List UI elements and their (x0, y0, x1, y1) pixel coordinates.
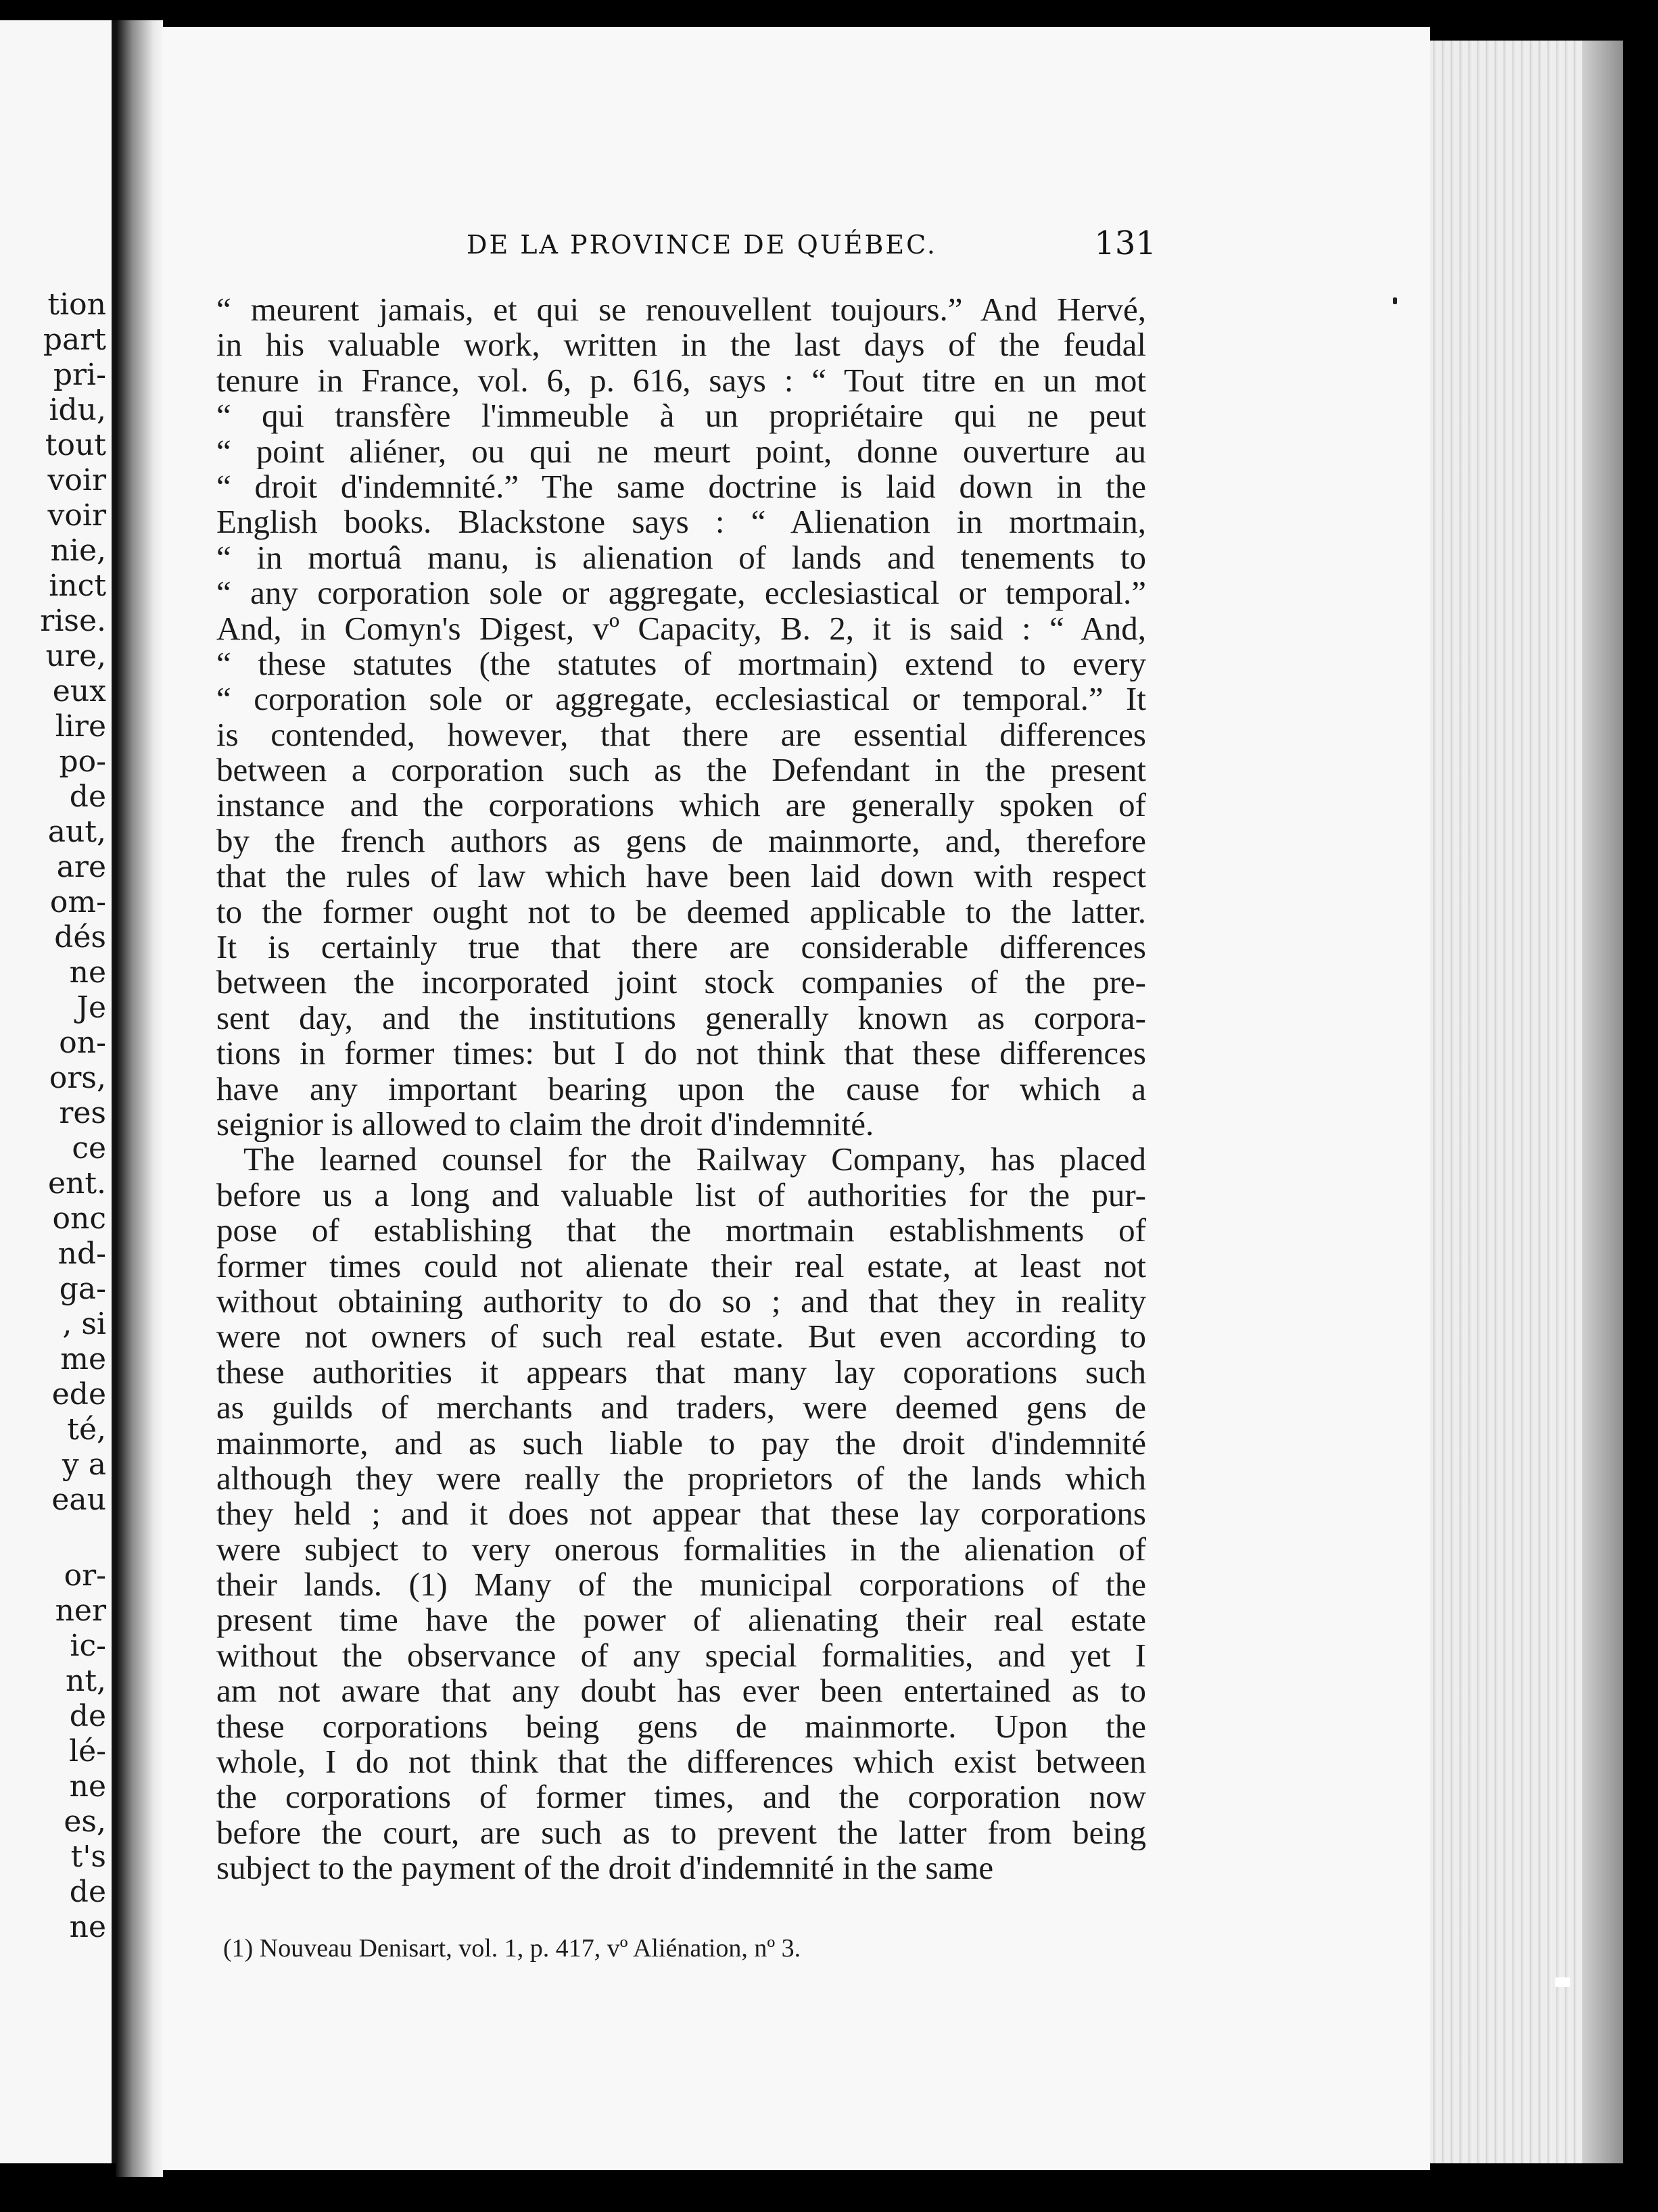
previous-page-line: nd- (57, 1236, 106, 1271)
running-head: DE LA PROVINCE DE QUÉBEC. (467, 230, 937, 260)
page-number: 131 (1094, 224, 1156, 262)
text-line: former times could not alienate their real estate, at least not (216, 1248, 1146, 1284)
text-line: subject to the payment of the droit d'indemnité in the same (216, 1850, 994, 1886)
previous-page-line: are (56, 850, 106, 884)
previous-page-line: or- (64, 1558, 106, 1593)
previous-page-line: es, (64, 1804, 106, 1839)
previous-page-line: pri- (53, 358, 106, 392)
previous-page-line: ure, (45, 639, 106, 673)
previous-page-line: nt, (65, 1664, 106, 1698)
previous-page-line: rise. (40, 604, 106, 638)
previous-page-line: ne (69, 1910, 106, 1944)
previous-page-line (0, 1518, 106, 1558)
text-line: before the court, are such as to prevent the latter from being (216, 1814, 1146, 1851)
previous-page-line: té, (67, 1412, 106, 1447)
previous-page-line: tion (47, 287, 106, 322)
previous-page-line: on- (59, 1026, 106, 1060)
text-line: present time have the power of alienating their real estate (216, 1602, 1146, 1638)
margin-speck (1555, 1977, 1570, 1987)
previous-page-line: part (43, 322, 106, 357)
text-line: English books. Blackstone says : “ Alienation in mortmain, (216, 504, 1146, 540)
previous-page-line: ga- (59, 1272, 106, 1306)
previous-page-line: de (69, 779, 106, 814)
text-line: “ corporation sole or aggregate, ecclesiastical or temporal.” It (216, 681, 1146, 717)
text-line: between the incorporated joint stock companies of the pre- (216, 965, 1146, 1001)
text-line: “ any corporation sole or aggregate, ecclesiastical or temporal.” (216, 575, 1146, 611)
text-line: as guilds of merchants and traders, were deemed gens de (216, 1390, 1146, 1426)
previous-page-line: lé- (69, 1734, 106, 1769)
previous-page-line: t's (70, 1840, 106, 1874)
previous-page-line: de (69, 1699, 106, 1733)
footnote: (1) Nouveau Denisart, vol. 1, p. 417, vº Aliénation, nº 3. (223, 1934, 801, 1963)
previous-page-fragment (0, 20, 116, 2163)
text-line: “ point aliéner, ou qui ne meurt point, donne ouverture au (216, 433, 1146, 469)
text-line: instance and the corporations which are generally spoken of (216, 788, 1146, 823)
text-line: in his valuable work, written in the last days of the feudal (216, 327, 1146, 363)
previous-page-line: onc (52, 1201, 106, 1236)
text-line: without the observance of any special formalities, and yet I (216, 1637, 1146, 1674)
previous-page-line: Je (76, 990, 106, 1025)
previous-page-line: po- (59, 744, 106, 779)
text-line: tenure in France, vol. 6, p. 616, says : “ Tout titre en un mot (216, 362, 1146, 399)
previous-page-line: dés (54, 920, 106, 955)
previous-page-line: y a (62, 1447, 106, 1482)
text-line: And, in Comyn's Digest, vº Capacity, B. 2, it is said : “ And, (216, 610, 1146, 646)
text-line: these authorities it appears that many lay coporations such (216, 1354, 1146, 1391)
text-line: “ these statutes (the statutes of mortmain) extend to every (216, 646, 1146, 682)
previous-page-line: ede (51, 1377, 106, 1412)
text-line: their lands. (1) Many of the municipal corporations of the (216, 1567, 1146, 1603)
text-line: “ in mortuâ manu, is alienation of lands and tenements to (216, 539, 1146, 576)
previous-page-line: ors, (49, 1061, 106, 1095)
previous-page-line: idu, (49, 393, 106, 427)
previous-page-line: inct (49, 569, 106, 603)
previous-page-line: eux (52, 674, 106, 708)
previous-page-line: nie, (50, 533, 106, 568)
previous-page-line: res (59, 1096, 106, 1130)
previous-page-text-column (0, 287, 106, 1945)
margin-speck (1393, 297, 1397, 304)
text-line: sent day, and the institutions generally known as corpora- (216, 1000, 1146, 1036)
text-line: that the rules of law which have been laid down with respect (216, 859, 1146, 894)
text-line: were subject to very onerous formalities in the alienation of (216, 1531, 1146, 1568)
previous-page-line: voir (47, 498, 106, 533)
body-text (216, 292, 1146, 1886)
text-line: by the french authors as gens de mainmorte, and, therefore (216, 823, 1146, 859)
text-line: to the former ought not to be deemed applicable to the latter. (216, 894, 1146, 930)
previous-page-line: ent. (47, 1166, 106, 1201)
previous-page-line: om- (49, 885, 106, 919)
text-line: mainmorte, and as such liable to pay the droit d'indemnité (216, 1425, 1146, 1461)
text-line: am not aware that any doubt has ever been entertained as to (216, 1673, 1146, 1709)
text-line: these corporations being gens de mainmorte. Upon the (216, 1708, 1146, 1745)
previous-page-line: ne (69, 955, 106, 990)
previous-page-line: eau (51, 1483, 106, 1517)
text-line: tions in former times: but I do not think that these differences (216, 1036, 1146, 1072)
text-line: although they were really the proprietors of the lands which (216, 1460, 1146, 1497)
text-line: is contended, however, that there are essential differences (216, 717, 1146, 753)
previous-page-line: ce (72, 1131, 106, 1165)
text-line: the corporations of former times, and the corporation now (216, 1779, 1146, 1815)
previous-page-line: ic- (70, 1629, 106, 1663)
text-line: pose of establishing that the mortmain establishments of (216, 1213, 1146, 1249)
text-line: between a corporation such as the Defendant in the present (216, 752, 1146, 788)
text-line: were not owners of such real estate. But even according to (216, 1319, 1146, 1355)
text-line: have any important bearing upon the cause for which a (216, 1071, 1146, 1107)
text-line: It is certainly true that there are considerable differences (216, 930, 1146, 965)
previous-page-line: ne (69, 1769, 106, 1804)
previous-page-line: aut, (47, 815, 106, 849)
text-line: The learned counsel for the Railway Company, has placed (243, 1142, 1146, 1178)
text-line: seignior is allowed to claim the droit d'indemnité. (216, 1106, 874, 1143)
text-line: “ meurent jamais, et qui se renouvellent toujours.” And Hervé, (216, 292, 1146, 328)
previous-page-line: de (69, 1875, 106, 1909)
previous-page-line: voir (47, 463, 106, 498)
text-line: “ qui transfère l'immeuble à un propriétaire qui ne peut (216, 398, 1146, 434)
previous-page-line: lire (55, 709, 106, 744)
book-gutter (116, 20, 163, 2177)
previous-page-line: , si (62, 1307, 106, 1341)
previous-page-line: me (60, 1342, 106, 1376)
text-line: whole, I do not think that the differences which exist between (216, 1744, 1146, 1780)
text-line: without obtaining authority to do so ; and that they in reality (216, 1283, 1146, 1320)
text-line: they held ; and it does not appear that these lay corporations (216, 1496, 1146, 1532)
previous-page-line: ner (55, 1593, 106, 1628)
text-line: “ droit d'indemnité.” The same doctrine is laid down in the (216, 468, 1146, 505)
page-edges (1420, 41, 1623, 2163)
previous-page-line: tout (45, 428, 106, 462)
text-line: before us a long and valuable list of authorities for the pur- (216, 1177, 1146, 1213)
